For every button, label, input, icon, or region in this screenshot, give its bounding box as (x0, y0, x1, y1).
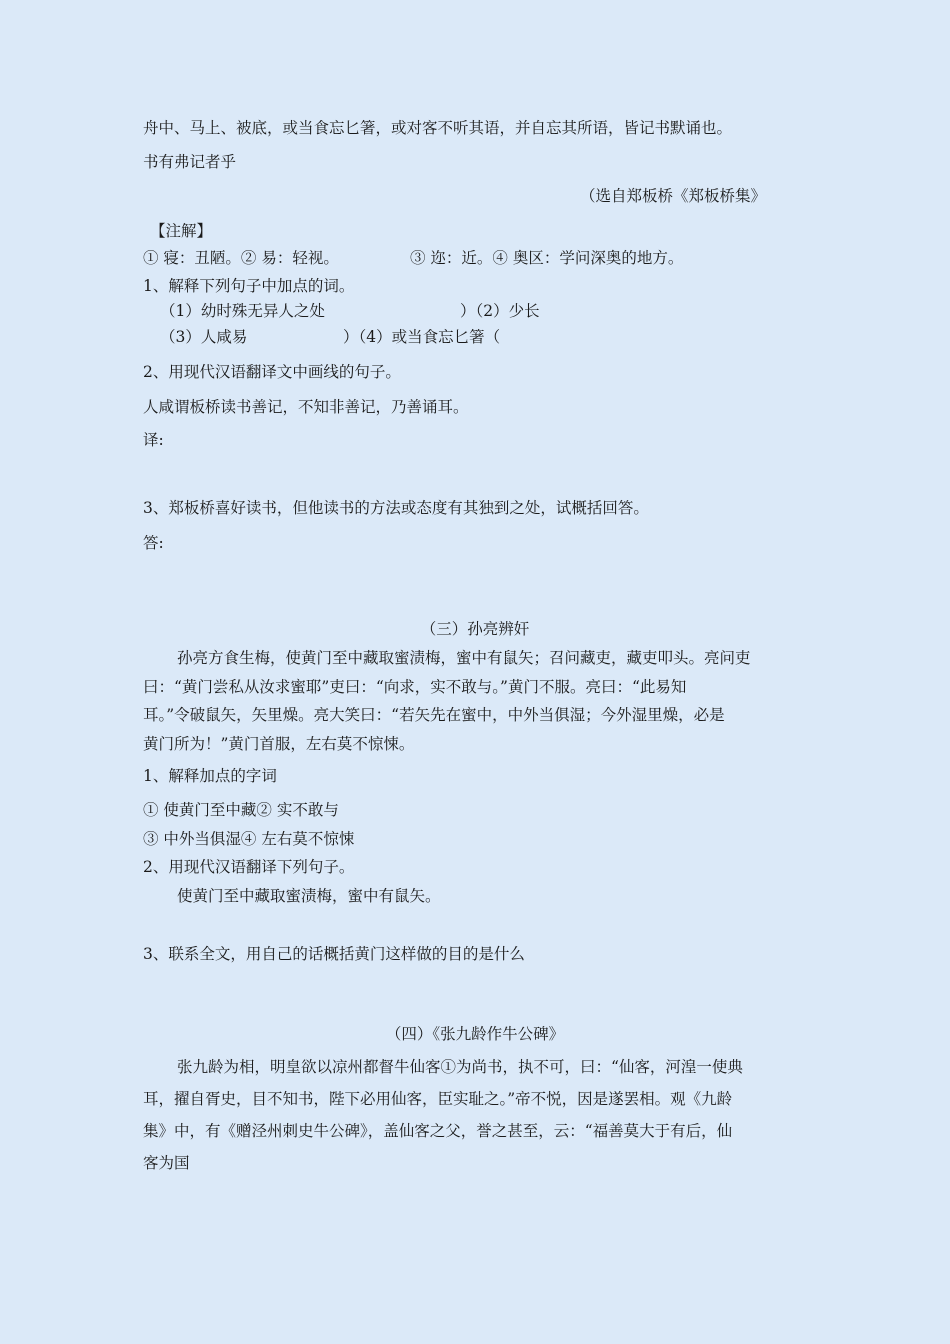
section-3-para-line-3: 耳。”令破鼠矢，矢里燥。亮大笑曰：“若矢先在蜜中，中外当俱湿；今外湿里燥，必是 (143, 706, 725, 724)
passage-line-2: 书有弗记者乎 (143, 153, 237, 171)
notes-line-b: ③ 迩：近。④ 奥区：学问深奥的地方。 (410, 249, 684, 267)
section-3-question-3: 3、联系全文，用自己的话概括黄门这样做的目的是什么 (143, 945, 525, 963)
section-3-para-line-4: 黄门所为！”黄门首服，左右莫不惊悚。 (143, 735, 415, 753)
question-1-item-4: ）（4）或当食忘匕箸（ (343, 328, 501, 346)
section-3-para-line-1: 孙亮方食生梅，使黄门至中藏取蜜渍梅，蜜中有鼠矢；召问藏吏，藏吏叩头。亮问吏 (177, 649, 751, 667)
section-4-title: （四）《张九龄作牛公碑》 (385, 1025, 565, 1043)
question-3-answer-label: 答: (143, 534, 164, 552)
notes-line-a: ① 寝：丑陋。② 易：轻视。 (143, 249, 339, 267)
source-citation: （选自郑板桥《郑板桥集》 (580, 187, 767, 205)
section-3-question-1-items-a: ① 使黄门至中藏② 实不敢与 (143, 801, 339, 819)
section-3-question-1: 1、解释加点的字词 (143, 767, 277, 785)
question-1-item-2: ）（2）少长 (460, 302, 540, 320)
question-1: 1、解释下列句子中加点的词。 (143, 277, 355, 295)
question-2-answer-label: 译: (143, 431, 164, 449)
section-3-question-2-sentence: 使黄门至中藏取蜜渍梅，蜜中有鼠矢。 (177, 887, 441, 905)
question-3: 3、郑板桥喜好读书，但他读书的方法或态度有其独到之处，试概括回答。 (143, 499, 649, 517)
section-3-para-line-2: 曰：“黄门尝私从汝求蜜耶”吏曰：“向求，实不敢与。”黄门不服。亮曰：“此易知 (143, 678, 687, 696)
section-4-para-line-1: 张九龄为相，明皇欲以凉州都督牛仙客①为尚书，执不可，曰：“仙客，河湟一使典 (177, 1058, 743, 1076)
question-1-item-3: （3）人咸易 (160, 328, 248, 346)
question-1-item-1: （1）幼时殊无异人之处 (160, 302, 325, 320)
section-4-para-line-3: 集》中，有《赠泾州刺史牛公碑》，盖仙客之父，誉之甚至，云：“福善莫大于有后，仙 (143, 1122, 733, 1140)
section-4-para-line-2: 耳，擢自胥史，目不知书，陛下必用仙客，臣实耻之。”帝不悦，因是遂罢相。观《九龄 (143, 1090, 733, 1108)
section-4-para-line-4: 客为国 (143, 1154, 190, 1172)
question-2-sentence: 人咸谓板桥读书善记，不知非善记，乃善诵耳。 (143, 398, 469, 416)
section-3-question-2: 2、用现代汉语翻译下列句子。 (143, 858, 355, 876)
passage-line-1: 舟中、马上、被底，或当食忘匕箸，或对客不听其语，并自忘其所语，皆记书默诵也。 (143, 119, 733, 137)
question-2: 2、用现代汉语翻译文中画线的句子。 (143, 363, 401, 381)
section-3-question-1-items-b: ③ 中外当俱湿④ 左右莫不惊悚 (143, 830, 355, 848)
section-3-title: （三）孙亮辨奸 (420, 620, 530, 638)
notes-title: 【注解】 (150, 222, 213, 240)
